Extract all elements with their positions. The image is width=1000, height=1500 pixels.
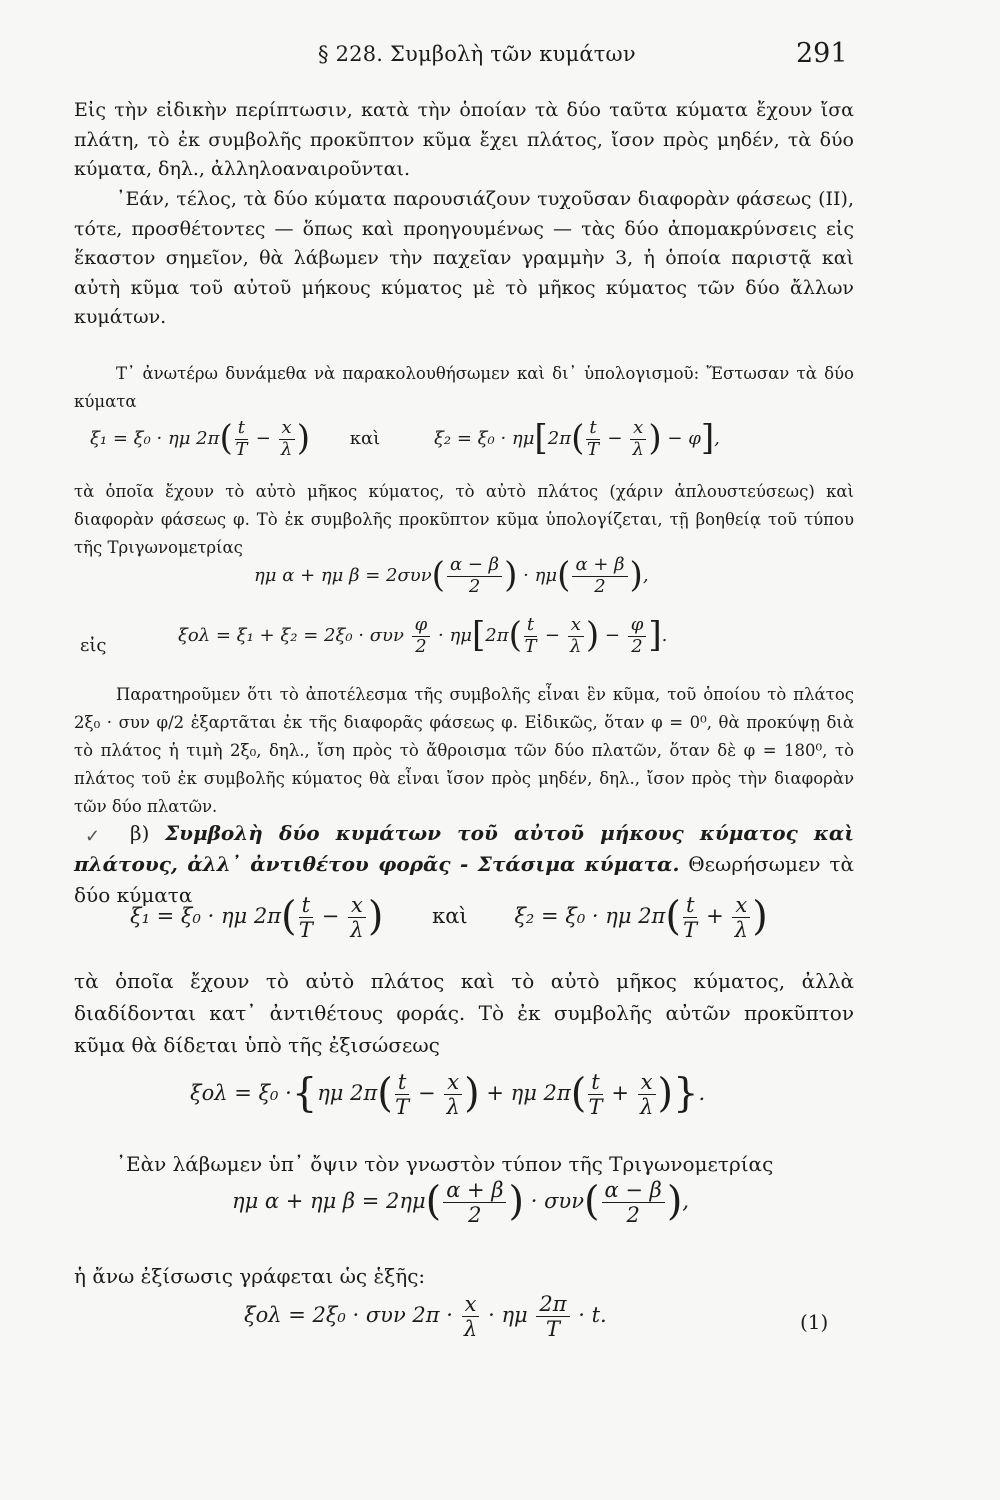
eq6-lhs: ημ α + ημ β = 2ημ xyxy=(232,1189,426,1214)
eq1-frac-x: $\frac{x}{\lambda}$ xyxy=(279,418,295,460)
paragraph-calculation-intro: Τ᾿ ἀνωτέρω δυνάμεθα νὰ παρακολουθήσωμεν καὶ δι᾿ ὑπολογισμοῦ: Ἔστωσαν τὰ δύο κύματα xyxy=(74,364,854,411)
equation-number: (1) xyxy=(800,1310,829,1334)
equation-superposition: ξολ = ξ₀ ·{ημ 2π( $\frac{t}{T}$ − $\frac{x}{\lambda}$ ) + ημ 2π( $\frac{t}{T}$ + $\frac{x}{\lambda}$ )}. xyxy=(190,1070,706,1120)
equation-opposite-waves: ξ₁ = ξ₀ · ημ 2π( $\frac{t}{T}$ − $\frac{x}{\lambda}$ ) καὶ ξ₂ = ξ₀ · ημ 2π( $\frac{t}{T}$ + $\frac{x}{\lambda}$ ) xyxy=(130,893,768,943)
running-header xyxy=(0,38,1000,72)
paragraph-observation: Παρατηροῦμεν ὅτι τὸ ἀποτέλεσμα τῆς συμβολῆς εἶναι ἓν κῦμα, τοῦ ὁποίου τὸ πλάτος 2ξ₀ · συν φ/2 ἐξαρτᾶται ἐκ τῆς διαφορᾶς φάσεως φ. Εἰδικῶς, ὅταν φ = 0⁰, θὰ προκύψῃ διὰ τὸ πλάτος ἡ τιμὴ 2ξ₀, δηλ., ἴση πρὸς τὸ ἄθροισμα τῶν δύο πλατῶν, ὅταν δὲ φ = 180⁰, τὸ πλάτος τοῦ ἐκ συμβολῆς κύματος θὰ εἶναι ἴσον πρὸς μηδέν, δηλ., ἴσον πρὸς τὴν διαφορὰν τῶν δύο πλατῶν. xyxy=(74,685,854,816)
eq4-wave1-lhs: ξ₁ = ξ₀ · ημ 2π xyxy=(130,904,282,929)
eq3-lhs: ξολ = ξ₁ + ξ₂ = 2ξ₀ · συν xyxy=(178,625,404,647)
eq7-lhs: ξολ = 2ξ₀ · συν 2π · xyxy=(244,1303,453,1328)
section-b-title: Συμβολὴ δύο κυμάτων τοῦ αὐτοῦ μήκους κύματος καὶ πλάτους, ἀλλ᾿ ἀντιθέτου φορᾶς - Στάσιμα κύματα. xyxy=(74,821,854,876)
equation-two-waves: ξ₁ = ξ₀ · ημ 2π( $\frac{t}{T}$ − $\frac{x}{\lambda}$ ) καὶ ξ₂ = ξ₀ · ημ[2π( $\frac{t}{T}$ − $\frac{x}{\lambda}$ ) − φ], xyxy=(90,417,720,460)
eq1-frac-t: $\frac{t}{T}$ xyxy=(235,417,248,460)
section-b-after: Θεωρήσωμεν τὰ δύο κύματα xyxy=(74,852,854,907)
eq2-lhs: ημ α + ημ β = 2συν xyxy=(254,565,432,587)
eq4-and: καὶ xyxy=(432,904,468,929)
paragraph-equal-amplitudes: Εἰς τὴν εἰδικὴν περίπτωσιν, κατὰ τὴν ὁποίαν τὰ δύο ταῦτα κύματα ἔχουν ἴσα πλάτη, τὸ ἐκ συμβολῆς προκῦπτον κῦμα ἔχει πλάτος, ἴσον πρὸς μηδέν, τὰ δύο κύματα, δηλ., ἀλληλοαναιροῦνται. xyxy=(74,99,854,180)
page-number: 291 xyxy=(796,38,848,69)
equation-trig-identity: ημ α + ημ β = 2ημ( $\frac{\alpha + \beta}{2}$ ) · συν( $\frac{\alpha - \beta}{2}$ ), xyxy=(232,1178,690,1228)
paragraph-rewritten: ἡ ἄνω ἐξίσωσις γράφεται ὡς ἑξῆς: xyxy=(74,1264,426,1288)
eq5-lhs: ξολ = ξ₀ · xyxy=(190,1081,292,1106)
check-mark-icon: ✓ xyxy=(85,826,101,847)
equation-resultant: ξολ = ξ₁ + ξ₂ = 2ξ₀ · συν $\frac{\varphi}{2}$ · ημ[2π( $\frac{t}{T}$ − $\frac{x}{\lambda}$ ) − $\frac{\varphi}{2}$ ]. xyxy=(178,614,668,657)
section-b-label: β) xyxy=(130,821,150,845)
eq1-wave2-lhs: ξ₂ = ξ₀ · ημ xyxy=(433,428,535,450)
word-eis: εἰς xyxy=(80,635,107,656)
equation-standing-wave: ξολ = 2ξ₀ · συν 2π · $\frac{x}{\lambda}$ · ημ $\frac{2\pi}{T}$ · t. xyxy=(244,1292,607,1342)
section-title: § 228. Συμβολὴ τῶν κυμάτων xyxy=(318,42,636,66)
paragraph-same-wavelength: τὰ ὁποῖα ἔχουν τὸ αὐτὸ μῆκος κύματος, τὸ αὐτὸ πλάτος (χάριν ἁπλουστεύσεως) καὶ διαφορὰν φάσεως φ. Τὸ ἐκ συμβολῆς προκῦπτον κῦμα ὑπολογίζεται, τῇ βοηθείᾳ τοῦ τύπου τῆς Τριγωνομετρίας xyxy=(74,482,854,557)
eq4-wave2-lhs: ξ₂ = ξ₀ · ημ 2π xyxy=(514,904,666,929)
eq1-and: καὶ xyxy=(349,428,381,450)
paragraph-trig-identity-intro: ᾿Εὰν λάβωμεν ὑπ᾿ ὄψιν τὸν γνωστὸν τύπον τῆς Τριγωνομετρίας xyxy=(116,1152,774,1176)
paragraph-phase-difference: ᾿Εάν, τέλος, τὰ δύο κύματα παρουσιάζουν τυχοῦσαν διαφορὰν φάσεως (II), τότε, προσθέτοντες — ὅπως καὶ προηγουμένως — τὰς δύο ἀπομακρύνσεις εἰς ἕκαστον σημεῖον, θὰ λάβωμεν τὴν παχεῖαν γραμμὴν 3, ἡ ὁποία παριστᾷ καὶ αὐτὴ κῦμα τοῦ αὐτοῦ μήκους κύματος μὲ τὸ μῆκος κύματος τῶν δύο ἄλλων κυμάτων. xyxy=(74,188,854,328)
paragraph-opposite-directions: τὰ ὁποῖα ἔχουν τὸ αὐτὸ πλάτος καὶ τὸ αὐτὸ μῆκος κύματος, ἀλλὰ διαδίδονται κατ᾿ ἀντιθέτους φοράς. Τὸ ἐκ συμβολῆς αὐτῶν προκῦπτον κῦμα θὰ δίδεται ὑπὸ τῆς ἐξισώσεως xyxy=(74,969,854,1057)
eq1-wave1-lhs: ξ₁ = ξ₀ · ημ 2π xyxy=(90,428,220,450)
equation-sum-to-product: ημ α + ημ β = 2συν( $\frac{\alpha - \beta}{2}$ ) · ημ( $\frac{\alpha + \beta}{2}$ ), xyxy=(254,554,649,597)
